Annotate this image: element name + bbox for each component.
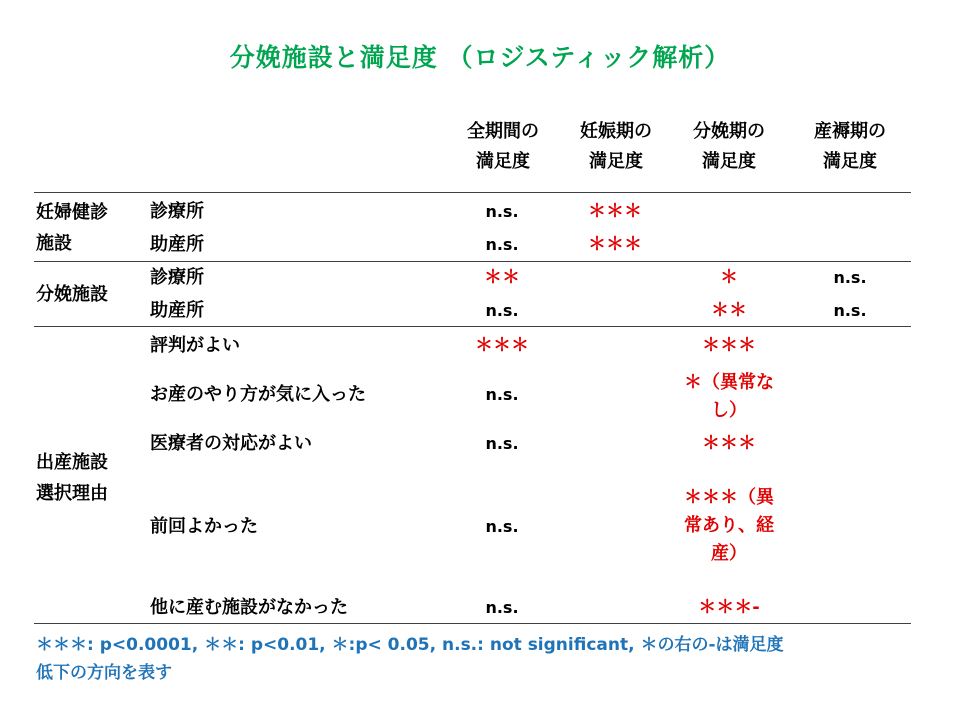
cell-pregnancy: ＊＊＊ (588, 201, 642, 222)
cell-delivery (669, 369, 789, 425)
row-label: 診療所 (150, 267, 204, 288)
cell-postpartum: n.s. (833, 301, 867, 320)
rule-top (34, 192, 911, 193)
group-reasons-line2: 選択理由 (36, 483, 108, 504)
group-delivery: 分娩施設 (36, 284, 108, 305)
header-postpartum (790, 117, 910, 177)
cell-pregnancy: ＊＊＊ (588, 234, 642, 255)
row-label: 他に産む施設がなかった (150, 597, 348, 618)
cell-delivery: ＊ (720, 267, 738, 288)
footnote-line1: ＊＊＊: p<0.0001, ＊＊: p<0.01, ＊:p< 0.05, n.s.: not significant, ＊の右の-は満足度 (36, 635, 784, 655)
cell-delivery-line3: 産） (711, 543, 747, 564)
cell-delivery-line2: し） (711, 400, 747, 421)
cell-total: n.s. (485, 301, 519, 320)
header-total-line2: 満足度 (476, 151, 530, 172)
row-label: 助産所 (150, 234, 204, 255)
cell-delivery: ＊＊＊- (698, 597, 760, 618)
cell-delivery: ＊＊ (711, 300, 747, 321)
header-pregnancy-line1: 妊娠期の (580, 121, 652, 142)
group-prenatal-line2: 施設 (36, 233, 72, 254)
cell-total: n.s. (485, 517, 519, 536)
footnote (36, 631, 916, 687)
header-total (443, 117, 563, 177)
group-prenatal-line1: 妊婦健診 (36, 202, 108, 223)
header-postpartum-line2: 満足度 (823, 151, 877, 172)
cell-total: n.s. (485, 202, 519, 221)
row-label: お産のやり方が気に入った (150, 384, 366, 405)
row-label: 前回よかった (150, 516, 258, 537)
cell-total: n.s. (485, 598, 519, 617)
cell-delivery-line1: ＊＊＊（異 (684, 487, 774, 508)
header-total-line1: 全期間の (467, 121, 539, 142)
group-prenatal (36, 197, 108, 259)
row-label: 評判がよい (150, 335, 240, 356)
cell-total: n.s. (485, 235, 519, 254)
cell-postpartum: n.s. (833, 268, 867, 287)
header-delivery-line2: 満足度 (702, 151, 756, 172)
cell-delivery: ＊＊＊ (702, 335, 756, 356)
header-postpartum-line1: 産褥期の (814, 121, 886, 142)
header-pregnancy (556, 117, 676, 177)
cell-delivery: ＊＊＊ (702, 433, 756, 454)
footnote-line2: 低下の方向を表す (36, 663, 172, 683)
row-label: 助産所 (150, 300, 204, 321)
cell-delivery (669, 484, 789, 568)
cell-total: n.s. (485, 434, 519, 453)
cell-total: ＊＊ (484, 267, 520, 288)
cell-delivery-line1: ＊（異常な (684, 372, 774, 393)
cell-total: n.s. (485, 385, 519, 404)
header-delivery-line1: 分娩期の (693, 121, 765, 142)
row-label: 診療所 (150, 201, 204, 222)
group-reasons (36, 447, 108, 509)
header-pregnancy-line2: 満足度 (589, 151, 643, 172)
cell-delivery-line2: 常あり、経 (684, 515, 774, 536)
cell-total: ＊＊＊ (475, 335, 529, 356)
group-reasons-line1: 出産施設 (36, 452, 108, 473)
header-delivery (669, 117, 789, 177)
row-label: 医療者の対応がよい (150, 433, 312, 454)
slide-title: 分娩施設と満足度 （ロジスティック解析） (229, 43, 731, 72)
